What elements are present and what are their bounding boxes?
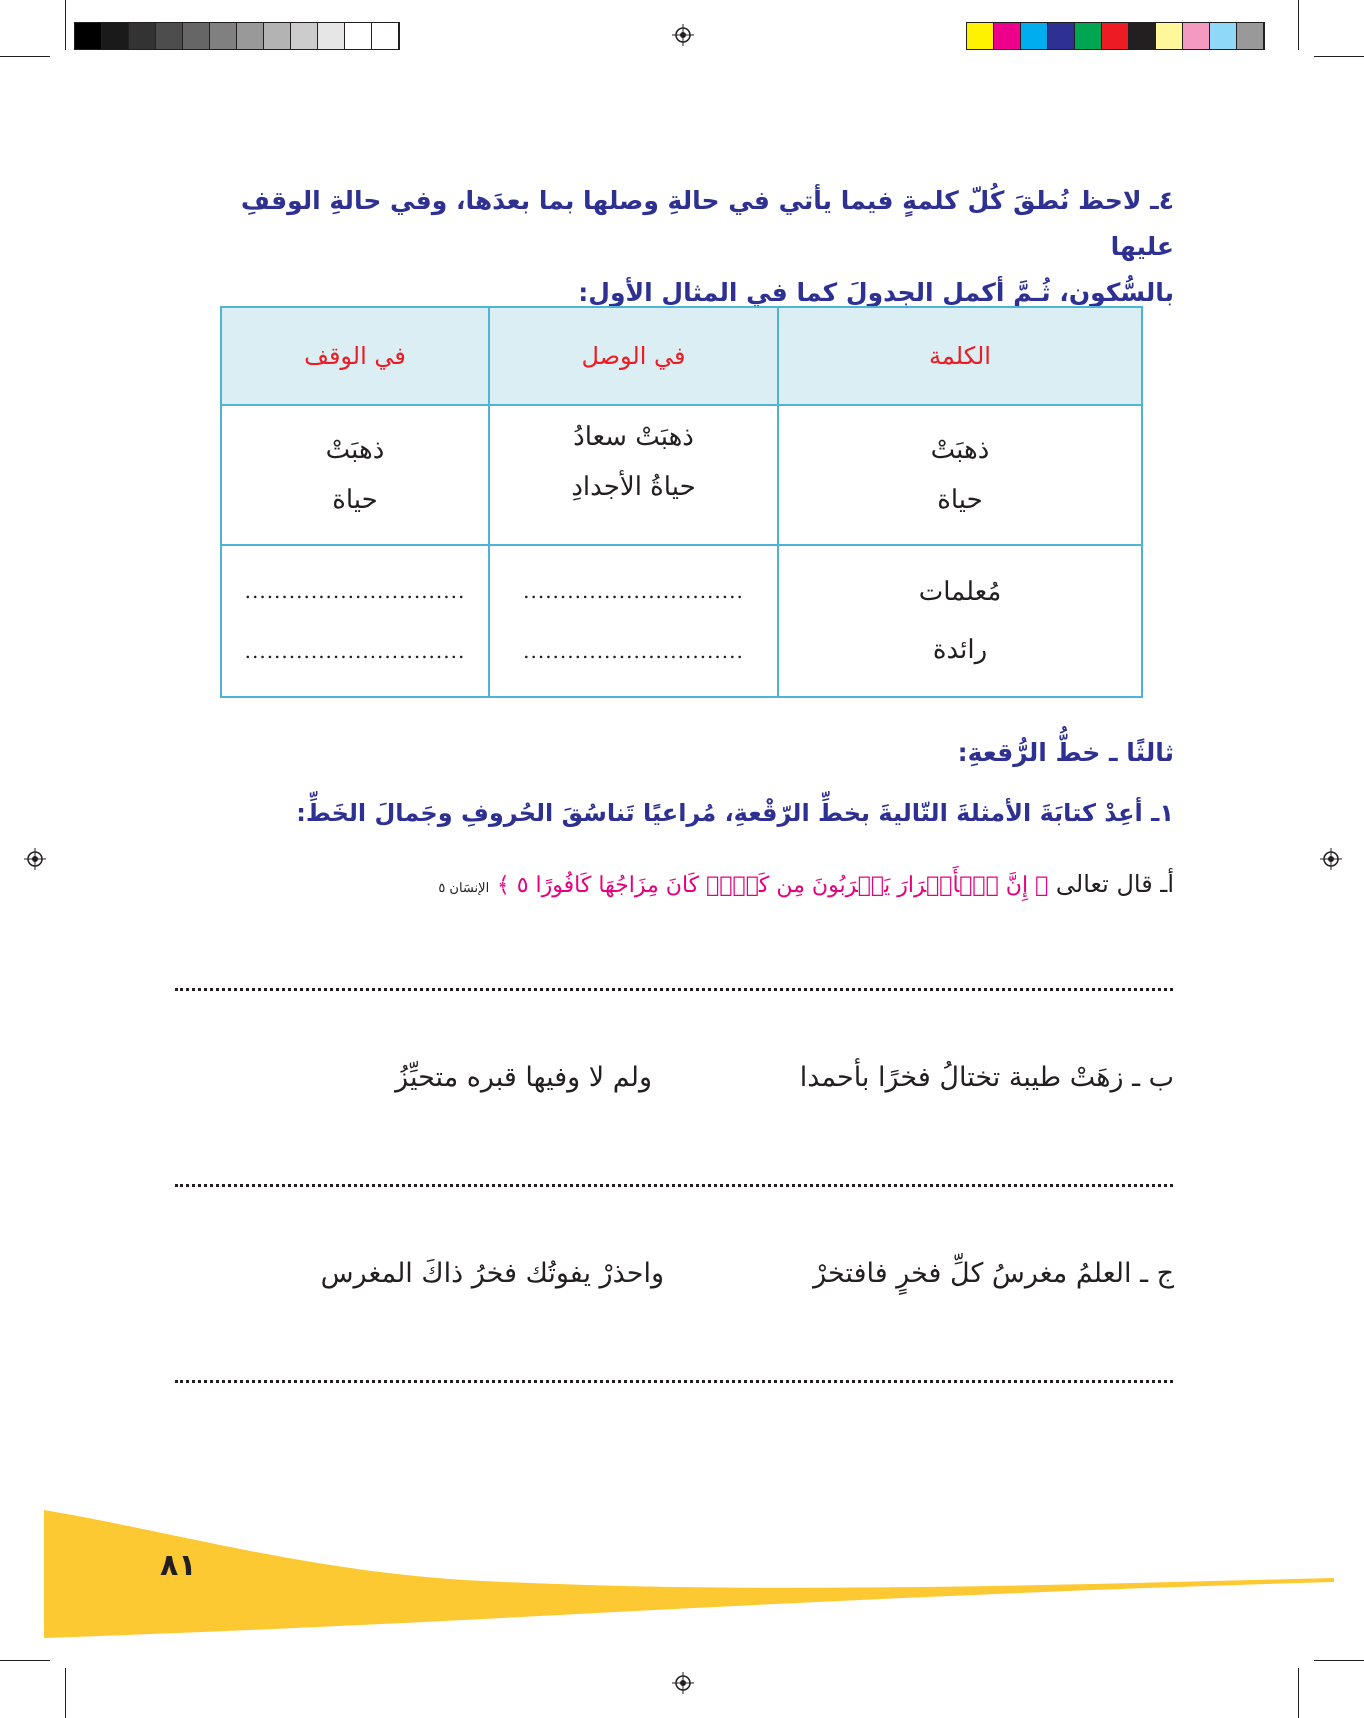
example-c-first-hemistich: ج ـ العلمُ مغرسُ كلِّ فخرٍ فافتخرْ bbox=[813, 1258, 1174, 1289]
cell-text: رائدة bbox=[932, 635, 988, 665]
cell-text: مُعلمات bbox=[918, 577, 1002, 607]
answer-dots[interactable]: .............................. bbox=[523, 639, 744, 663]
footer-swoosh bbox=[44, 1510, 1334, 1640]
page-number: ٨١ bbox=[160, 1548, 197, 1583]
quran-verse: ﴿ إِنَّ ٱلۡأَبۡرَارَ يَشۡرَبُونَ مِن كَأۡسٖ كَانَ مِزَاجُهَا كَافُورًا ٥ ﴾ bbox=[496, 873, 1049, 898]
verse-source: الإنسَان ٥ bbox=[438, 881, 490, 896]
cell-waqf-answer[interactable] bbox=[221, 545, 489, 697]
table-row bbox=[221, 405, 1142, 545]
cell-text: حياة bbox=[937, 485, 983, 515]
cell-word bbox=[778, 545, 1142, 697]
example-a-prefix: أـ قال تعالى bbox=[1055, 870, 1174, 898]
answer-dots[interactable]: .............................. bbox=[244, 579, 466, 603]
cell-text: حياةُ الأجدادِ bbox=[571, 472, 696, 502]
example-b-second-hemistich: ولم لا وفيها قبره متحيِّزُ bbox=[395, 1062, 652, 1093]
header-word: الكلمة bbox=[778, 307, 1142, 405]
answer-line-b[interactable] bbox=[175, 1184, 1173, 1187]
table-row bbox=[221, 545, 1142, 697]
example-a bbox=[438, 870, 1174, 898]
question-4-line-2: بالسُّكونِ، ثُـمَّ أكملِ الجدولَ كما في المثالِ الأولِ: bbox=[578, 278, 1174, 307]
answer-dots[interactable]: .............................. bbox=[523, 579, 744, 603]
cell-text: ذهبَتْ bbox=[930, 435, 990, 465]
answer-line-c[interactable] bbox=[175, 1380, 1173, 1383]
header-wasl: في الوصل bbox=[489, 307, 778, 405]
table-header-row bbox=[221, 307, 1142, 405]
cell-wasl bbox=[489, 405, 778, 545]
cell-text: ذهبَتْ bbox=[325, 435, 385, 465]
section-3-title: ثالثًا ـ خطُّ الرُّقعةِ: bbox=[957, 738, 1174, 767]
word-table bbox=[220, 306, 1143, 698]
cell-word bbox=[778, 405, 1142, 545]
grayscale-color-bar bbox=[74, 22, 400, 50]
answer-dots[interactable]: .............................. bbox=[244, 639, 466, 663]
registration-mark-icon bbox=[1320, 848, 1342, 870]
cell-text: ذهبَتْ سعادُ bbox=[573, 422, 694, 452]
question-4-line-1: ٤ـ لاحظ نُطقَ كُلّ كلمةٍ فيما يأتي في حالةِ وصلها بما بعدَها، وفي حالةِ الوقفِ عليها bbox=[240, 186, 1174, 261]
example-b-first-hemistich: ب ـ زهَتْ طيبة تختالُ فخرًا بأحمدا bbox=[799, 1062, 1174, 1093]
question-4-instructions bbox=[174, 178, 1174, 316]
cell-text: حياة bbox=[332, 485, 378, 515]
cell-waqf bbox=[221, 405, 489, 545]
question-1-instructions: ١ـ أعِدْ كتابَةَ الأمثلةَ التّاليةَ بخطِّ الرّقْعةِ، مُراعيًا تَناسُقَ الحُروفِ وجَمالَ الخَطِّ: bbox=[296, 799, 1174, 827]
cell-wasl-answer[interactable] bbox=[489, 545, 778, 697]
process-color-bar bbox=[966, 22, 1265, 50]
answer-line-a[interactable] bbox=[175, 988, 1173, 991]
header-waqf: في الوقف bbox=[221, 307, 489, 405]
registration-mark-icon bbox=[24, 848, 46, 870]
registration-mark-icon bbox=[672, 24, 694, 46]
registration-mark-icon bbox=[672, 1672, 694, 1694]
example-c-second-hemistich: واحذرْ يفوتُك فخرُ ذاكَ المغرس bbox=[320, 1258, 664, 1289]
